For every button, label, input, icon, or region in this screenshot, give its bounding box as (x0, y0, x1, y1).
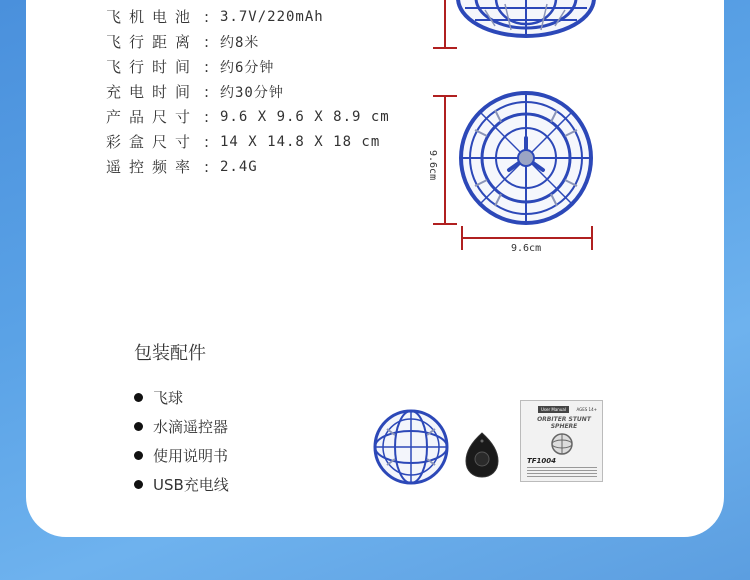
spec-colon: : (204, 82, 210, 101)
bullet-icon (134, 393, 143, 402)
ball-side-image (458, 0, 594, 36)
spec-label: 飞行距离 (106, 33, 199, 51)
manual-text-lines (527, 467, 597, 479)
spec-colon: : (204, 107, 210, 126)
spec-value: 约8米 (220, 34, 260, 51)
spec-colon: : (204, 7, 210, 26)
spec-row-product-size (106, 104, 390, 129)
spec-value: 2.4G (220, 158, 258, 175)
list-item (134, 470, 229, 499)
spec-label: 彩盒尺寸 (106, 133, 199, 151)
list-item (134, 441, 229, 470)
spec-colon: : (204, 32, 210, 51)
bullet-icon (134, 422, 143, 431)
spec-label: 产品尺寸 (106, 108, 199, 126)
spec-row-flight-time (106, 54, 390, 79)
spec-value: 9.6 X 9.6 X 8.9 cm (220, 108, 390, 125)
spec-label: 充电时间 (106, 83, 199, 101)
package-section-title: 包装配件 (134, 343, 206, 364)
spec-list (106, 4, 390, 179)
spec-colon: : (204, 57, 210, 76)
spec-row-box-size (106, 129, 390, 154)
height-dimension-label: 9.6cm (427, 150, 438, 181)
ball-side-view (425, 0, 615, 60)
spec-value: 3.7V/220mAh (220, 8, 324, 25)
package-list (134, 383, 229, 499)
package-item-label: 水滴遥控器 (153, 418, 229, 436)
spec-row-distance (106, 29, 390, 54)
spec-row-charge-time (106, 79, 390, 104)
spec-row-frequency (106, 154, 390, 179)
package-item-label: 使用说明书 (153, 447, 229, 465)
spec-row-battery (106, 4, 390, 29)
accessory-ball-image (371, 407, 451, 487)
package-item-label: 飞球 (153, 389, 184, 407)
manual-age: AGES 14+ (576, 407, 597, 412)
spec-colon: : (204, 157, 210, 176)
spec-label: 飞机电池 (106, 8, 199, 26)
spec-label: 飞行时间 (106, 58, 199, 76)
manual-tag: User Manual (538, 406, 569, 413)
width-dimension-label: 9.6cm (511, 243, 542, 254)
manual-model: TF1004 (527, 457, 557, 465)
user-manual-image (520, 400, 603, 482)
spec-value: 14 X 14.8 X 18 cm (220, 133, 381, 150)
spec-label: 遥控频率 (106, 158, 199, 176)
list-item (134, 412, 229, 441)
bullet-icon (134, 480, 143, 489)
ball-top-image (461, 93, 591, 223)
list-item (134, 383, 229, 412)
manual-title: ORBITER STUNT SPHERE (537, 416, 591, 430)
package-item-label: USB充电线 (153, 476, 229, 494)
bullet-icon (134, 451, 143, 460)
spec-value: 约30分钟 (220, 84, 284, 101)
manual-ball-icon (549, 432, 575, 456)
remote-controller-image (463, 431, 501, 479)
spec-colon: : (204, 132, 210, 151)
spec-value: 约6分钟 (220, 59, 275, 76)
height-bracket-top-view (433, 0, 457, 48)
ball-top-view-diagram (425, 90, 605, 260)
